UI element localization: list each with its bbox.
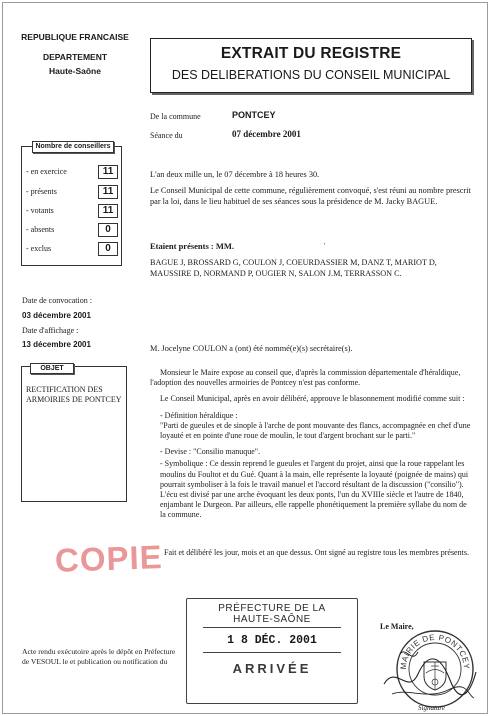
devise-text: - Devise : "Consilio manuque".: [160, 447, 261, 457]
deliberation-body: [150, 368, 472, 521]
counselor-row: [26, 185, 118, 199]
counselor-row-label: - absents: [26, 225, 55, 234]
convocation-text: Le Conseil Municipal de cette commune, régulièrement convoqué, s'est réuni au nombre prescrit par la loi, dans le lieu habituel de ses séances sous la présidence de M. Jacky BAGUE.: [150, 186, 471, 206]
definition-text: "Parti de gueules et de sinople à l'arche de pont mouvante des flancs, accompagnée en chef d'une loyauté et en pointe d'une roue de moulin, le tout d'argent brochant sur le parti.": [160, 420, 471, 441]
convocation-date-label: Date de convocation :: [22, 296, 92, 305]
department-name: Haute-Saône: [49, 66, 101, 76]
counselor-row: [26, 223, 118, 237]
seal-text: MAIRIE DE PONTCEY: [398, 632, 472, 670]
definition-block: [150, 411, 472, 442]
document-subtitle: DES DELIBERATIONS DU CONSEIL MUNICIPAL: [171, 68, 451, 82]
stray-mark: ': [324, 242, 326, 250]
opening-text: L'an deux mille un, le 07 décembre à 18 heures 30.: [150, 170, 320, 179]
maire-label: Le Maire,: [380, 622, 414, 631]
present-title: Etaient présents : MM.: [150, 241, 235, 251]
executoire-text: Acte rendu exécutoire après le dépôt en Préfecture de VESOUL le et publication ou notification du: [22, 647, 176, 666]
counselor-row: [26, 242, 118, 256]
affichage-date-label: Date d'affichage :: [22, 326, 79, 335]
symbolique-text: - Symbolique : Ce dessin reprend le gueules et l'argent du projet, ainsi que la roue rappelant les moulins du Foultot et du Gué. Quant à la main, elle représente la loyauté (poignée de mains) qui pourrait symboliser à la fois le travail manuel et l'accord résultant de la discussion ("consilio"). L'écu est divisé par une arche évoquant les deux ponts, l'un du XVIIIe siècle et l'autre de 1840, enjambant le Durgeon. Par ailleurs, elle rappelle phonétiquement la première syllabe du nom de la commune.: [160, 459, 469, 520]
prefecture-date-box: [203, 627, 341, 653]
prefecture-stamp: [186, 598, 358, 704]
counselor-row-label: - présents: [26, 187, 57, 196]
deliberation-p1: Monsieur le Maire expose au conseil que, d'après la commission départementale d'héraldique, l'adoption des nouvelles armoiries de Pontcey n'est pas conforme.: [150, 368, 461, 388]
present-list: BAGUE J, BROSSARD G, COULON J, COEURDASSIER M, DANZ T, MARIOT D, MAUSSIRE D, NORMAND P, OUGIER N, SALON J.M, TERRASSON C.: [150, 258, 437, 278]
commune-label: De la commune: [150, 112, 201, 121]
seance-label: Séance du: [150, 131, 183, 140]
counselors-header: Nombre de conseillers: [32, 141, 114, 153]
seance-value: 07 décembre 2001: [232, 129, 301, 139]
republic-heading: REPUBLIQUE FRANCAISE: [21, 32, 129, 42]
counselor-row-label: - exclus: [26, 244, 52, 253]
affichage-date-value: 13 décembre 2001: [22, 340, 91, 349]
counselor-row-value: 0: [98, 223, 118, 237]
counselor-row-label: - votants: [26, 206, 54, 215]
copie-stamp: COPIE: [54, 538, 164, 579]
prefecture-line2: HAUTE-SAÔNE: [233, 614, 311, 625]
counselor-row: [26, 165, 118, 179]
objet-text: RECTIFICATION DES ARMOIRIES DE PONTCEY: [26, 385, 122, 404]
department-label: DEPARTEMENT: [42, 52, 108, 62]
objet-header: OBJET: [30, 363, 74, 374]
counselor-row-value: 11: [98, 185, 118, 199]
counselors-box: [21, 143, 122, 266]
commune-value: PONTCEY: [232, 110, 276, 120]
counselor-row-value: 11: [98, 204, 118, 218]
secretary-text: M. Jocelyne COULON a (ont) été nommé(e)(s) secrétaire(s).: [150, 344, 353, 353]
deliberation-p2: Le Conseil Municipal, après en avoir délibéré, approuve le blasonnement modifié comme suit :: [160, 394, 465, 404]
counselor-row-value: 0: [98, 242, 118, 256]
definition-title: - Définition héraldique :: [160, 410, 238, 420]
prefecture-line1: PRÉFECTURE DE LA: [218, 603, 326, 614]
signature-caption: Signature: [418, 704, 445, 712]
mayor-signature-icon: [378, 624, 480, 710]
closing-text: Fait et délibéré les jour, mois et an que dessus. Ont signé au registre tous les membres présents.: [164, 548, 469, 557]
prefecture-date: 1 8 DÉC. 2001: [227, 634, 317, 647]
document-title: EXTRAIT DU REGISTRE: [220, 45, 402, 62]
counselor-row: [26, 204, 118, 218]
counselor-row-label: - en exercice: [26, 167, 67, 176]
prefecture-status: ARRIVÉE: [232, 661, 312, 676]
title-box: [150, 38, 472, 93]
convocation-date-value: 03 décembre 2001: [22, 311, 91, 320]
objet-box: [21, 366, 127, 502]
counselor-row-value: 11: [98, 165, 118, 179]
